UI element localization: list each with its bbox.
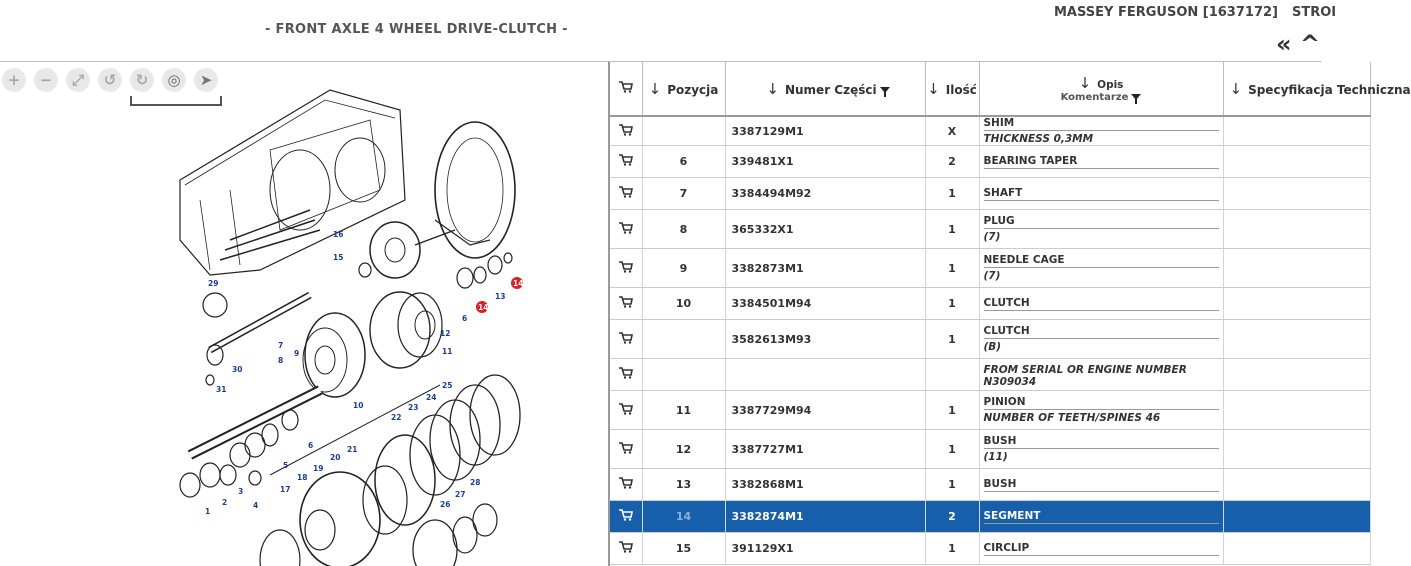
qty-cell: 1 xyxy=(925,320,979,359)
add-to-cart-cell[interactable] xyxy=(610,178,642,210)
description-cell xyxy=(979,146,1223,178)
qty-cell: 1 xyxy=(925,249,979,288)
position-cell: 15 xyxy=(642,533,725,565)
parts-table xyxy=(610,62,1411,565)
description-cell xyxy=(979,359,1223,391)
part-number-cell[interactable]: 3387729M94 xyxy=(725,391,925,430)
page-title: - FRONT AXLE 4 WHEEL DRIVE-CLUTCH - xyxy=(265,22,568,37)
position-cell: 14 xyxy=(642,501,725,533)
spec-cell xyxy=(1223,533,1370,565)
zoom-in-icon[interactable]: + xyxy=(2,68,26,92)
callout-18[interactable]: 18 xyxy=(297,473,308,482)
part-number-cell[interactable]: 391129X1 xyxy=(725,533,925,565)
description-text: BUSH xyxy=(984,478,1219,492)
position-cell: 13 xyxy=(642,469,725,501)
description-text: SHIM xyxy=(984,117,1219,131)
callout-19[interactable]: 19 xyxy=(313,464,324,473)
position-cell: 8 xyxy=(642,210,725,249)
description-cell xyxy=(979,469,1223,501)
position-cell: 10 xyxy=(642,288,725,320)
cart-icon[interactable] xyxy=(619,222,633,234)
cart-icon[interactable] xyxy=(619,477,633,489)
callout-29[interactable]: 29 xyxy=(208,279,219,288)
add-to-cart-cell[interactable] xyxy=(610,430,642,469)
callout-25[interactable]: 25 xyxy=(442,381,453,390)
callout-8[interactable]: 8 xyxy=(278,356,284,365)
qty-cell: 1 xyxy=(925,288,979,320)
zoom-out-icon[interactable]: − xyxy=(34,68,58,92)
spec-cell xyxy=(1223,210,1370,249)
comment-text: FROM SERIAL OR ENGINE NUMBER N309034 xyxy=(983,363,1187,388)
cart-icon[interactable] xyxy=(619,186,633,198)
spec-cell xyxy=(1223,178,1370,210)
callout-11[interactable]: 11 xyxy=(442,347,453,356)
qty-cell: 2 xyxy=(925,501,979,533)
comment-text: (7) xyxy=(983,231,1001,243)
position-cell xyxy=(642,320,725,359)
cart-column-header[interactable] xyxy=(610,62,642,116)
callout-30[interactable]: 30 xyxy=(232,365,243,374)
description-text: PLUG xyxy=(984,215,1219,229)
position-cell: 6 xyxy=(642,146,725,178)
callout-4[interactable]: 4 xyxy=(253,501,259,510)
callout-7[interactable]: 7 xyxy=(278,341,284,350)
add-to-cart-cell[interactable] xyxy=(610,469,642,501)
add-to-cart-cell[interactable] xyxy=(610,116,642,146)
position-cell xyxy=(642,359,725,391)
qty-cell xyxy=(925,359,979,391)
add-to-cart-cell[interactable] xyxy=(610,210,642,249)
description-text: SEGMENT xyxy=(984,510,1219,524)
spec-cell xyxy=(1223,501,1370,533)
description-text: CLUTCH xyxy=(984,297,1219,311)
description-cell xyxy=(979,533,1223,565)
table-row[interactable] xyxy=(610,288,1370,320)
table-row[interactable] xyxy=(610,116,1370,146)
position-cell: 11 xyxy=(642,391,725,430)
callout-22[interactable]: 22 xyxy=(391,413,402,422)
spec-cell xyxy=(1223,469,1370,501)
table-row[interactable] xyxy=(610,359,1370,391)
up-chevron-icon[interactable]: ^ xyxy=(1299,30,1320,58)
table-row[interactable] xyxy=(610,469,1370,501)
qty-cell: 1 xyxy=(925,533,979,565)
table-row[interactable] xyxy=(610,178,1370,210)
callout-27[interactable]: 27 xyxy=(455,490,466,499)
callout-17[interactable]: 17 xyxy=(280,485,291,494)
sort-down-icon: ↓ xyxy=(648,79,662,98)
table-header-row xyxy=(610,62,1370,116)
description-text: NEEDLE CAGE xyxy=(984,254,1219,268)
description-text: BEARING TAPER xyxy=(984,155,1219,169)
cart-icon[interactable] xyxy=(619,332,633,344)
table-row[interactable] xyxy=(610,249,1370,288)
cart-icon[interactable] xyxy=(619,367,633,379)
qty-cell: X xyxy=(925,116,979,146)
callout-20[interactable]: 20 xyxy=(330,453,341,462)
description-cell xyxy=(979,391,1223,430)
spec-cell xyxy=(1223,116,1370,146)
qty-column-header[interactable]: ↓ Ilość xyxy=(925,62,979,116)
spec-cell xyxy=(1223,430,1370,469)
cart-icon[interactable] xyxy=(619,296,633,308)
spec-cell xyxy=(1223,249,1370,288)
part-number-cell[interactable] xyxy=(725,359,925,391)
add-to-cart-cell[interactable] xyxy=(610,391,642,430)
qty-cell: 1 xyxy=(925,391,979,430)
spec-cell xyxy=(1223,359,1370,391)
callout-10[interactable]: 10 xyxy=(353,401,364,410)
callout-6-upper[interactable]: 6 xyxy=(462,314,468,323)
sort-down-icon: ↓ xyxy=(766,79,779,98)
rotate-right-icon[interactable]: ↻ xyxy=(130,68,154,92)
table-row[interactable] xyxy=(610,501,1370,533)
callout-26[interactable]: 26 xyxy=(440,500,451,509)
truncated-label: STROI xyxy=(1291,5,1337,20)
description-cell xyxy=(979,178,1223,210)
part-number-column-header[interactable]: ↓ Numer Części xyxy=(725,62,925,116)
callout-15[interactable]: 15 xyxy=(333,253,344,262)
description-cell xyxy=(979,288,1223,320)
part-number-cell[interactable]: 3384501M94 xyxy=(725,288,925,320)
callout-1[interactable]: 1 xyxy=(205,507,211,516)
description-cell xyxy=(979,210,1223,249)
description-text: BUSH xyxy=(984,435,1219,449)
part-number-cell[interactable]: 339481X1 xyxy=(725,146,925,178)
callout-12[interactable]: 12 xyxy=(440,329,451,338)
part-number-cell[interactable]: 3382874M1 xyxy=(725,501,925,533)
description-cell xyxy=(979,249,1223,288)
brand-label: MASSEY FERGUSON [1637172] xyxy=(1054,5,1278,20)
spec-cell xyxy=(1223,288,1370,320)
nav-controls xyxy=(1276,30,1320,58)
description-column-header[interactable]: ↓ Opis Komentarze xyxy=(979,62,1223,116)
comment-text: THICKNESS 0,3MM xyxy=(983,133,1094,145)
callout-31[interactable]: 31 xyxy=(216,385,227,394)
add-to-cart-cell[interactable] xyxy=(610,320,642,359)
back-double-chevron-icon[interactable]: « xyxy=(1276,30,1292,58)
callout-28[interactable]: 28 xyxy=(470,478,481,487)
part-number-cell[interactable]: 3384494M92 xyxy=(725,178,925,210)
cart-icon xyxy=(619,81,633,93)
callout-21[interactable]: 21 xyxy=(347,445,358,454)
part-number-cell[interactable]: 3382868M1 xyxy=(725,469,925,501)
spec-cell xyxy=(1223,391,1370,430)
qty-cell: 1 xyxy=(925,178,979,210)
description-text: CLUTCH xyxy=(984,325,1219,339)
cart-icon[interactable] xyxy=(619,541,633,553)
part-number-cell[interactable]: 3582613M93 xyxy=(725,320,925,359)
comment-text: (B) xyxy=(983,341,1002,353)
brand-header xyxy=(1054,5,1350,20)
cart-icon[interactable] xyxy=(619,124,633,136)
description-cell xyxy=(979,320,1223,359)
add-to-cart-cell[interactable] xyxy=(610,288,642,320)
callout-16[interactable]: 16 xyxy=(333,230,344,239)
description-text: CIRCLIP xyxy=(984,542,1219,556)
description-cell xyxy=(979,430,1223,469)
table-row[interactable] xyxy=(610,533,1370,565)
filter-icon[interactable] xyxy=(1131,94,1141,100)
target-icon[interactable]: ◎ xyxy=(162,68,186,92)
callout-5[interactable]: 5 xyxy=(283,461,289,470)
part-number-cell[interactable]: 3387727M1 xyxy=(725,430,925,469)
callout-9[interactable]: 9 xyxy=(294,349,300,358)
comment-text: (11) xyxy=(983,451,1008,463)
callout-23[interactable]: 23 xyxy=(408,403,419,412)
cart-icon[interactable] xyxy=(619,261,633,273)
spec-column-header[interactable]: ↓ Specyfikacja Techniczna xyxy=(1223,62,1370,116)
position-cell xyxy=(642,116,725,146)
callout-24[interactable]: 24 xyxy=(426,393,437,402)
part-number-cell[interactable]: 3387129M1 xyxy=(725,116,925,146)
callout-3[interactable]: 3 xyxy=(238,487,244,496)
comment-text: (7) xyxy=(983,270,1001,282)
table-row[interactable] xyxy=(610,210,1370,249)
add-to-cart-cell[interactable] xyxy=(610,359,642,391)
callout-14-secondary[interactable]: 14 xyxy=(478,303,489,312)
spec-cell xyxy=(1223,320,1370,359)
position-column-header[interactable]: ↓ Pozycja xyxy=(642,62,725,116)
filter-icon[interactable] xyxy=(880,87,890,93)
pointer-icon[interactable]: ➤ xyxy=(194,68,218,92)
sort-down-icon: ↓ xyxy=(1229,79,1243,98)
position-cell: 7 xyxy=(642,178,725,210)
table-row[interactable] xyxy=(610,146,1370,178)
qty-cell: 1 xyxy=(925,469,979,501)
callout-2[interactable]: 2 xyxy=(222,498,228,507)
fit-screen-icon[interactable]: ⤢ xyxy=(66,68,90,92)
table-row[interactable] xyxy=(610,430,1370,469)
callout-6-lower[interactable]: 6 xyxy=(308,441,314,450)
add-to-cart-cell[interactable] xyxy=(610,146,642,178)
add-to-cart-cell[interactable] xyxy=(610,533,642,565)
parts-table-container[interactable] xyxy=(610,62,1411,566)
sort-down-icon: ↓ xyxy=(927,79,940,98)
position-cell: 9 xyxy=(642,249,725,288)
sort-down-icon: ↓ xyxy=(1078,74,1092,92)
part-number-cell[interactable]: 3382873M1 xyxy=(725,249,925,288)
callout-13[interactable]: 13 xyxy=(495,292,506,301)
rotate-left-icon[interactable]: ↺ xyxy=(98,68,122,92)
exploded-parts-diagram[interactable] xyxy=(170,80,560,566)
qty-cell: 1 xyxy=(925,430,979,469)
cart-icon[interactable] xyxy=(619,403,633,415)
description-text: SHAFT xyxy=(984,187,1219,201)
description-cell xyxy=(979,501,1223,533)
cart-icon[interactable] xyxy=(619,442,633,454)
table-row[interactable] xyxy=(610,391,1370,430)
table-row[interactable] xyxy=(610,320,1370,359)
add-to-cart-cell[interactable] xyxy=(610,249,642,288)
description-text: PINION xyxy=(984,396,1219,410)
part-number-cell[interactable]: 365332X1 xyxy=(725,210,925,249)
add-to-cart-cell[interactable] xyxy=(610,501,642,533)
spec-cell xyxy=(1223,146,1370,178)
description-cell xyxy=(979,116,1223,146)
position-cell: 12 xyxy=(642,430,725,469)
cart-icon[interactable] xyxy=(619,154,633,166)
comment-text: NUMBER OF TEETH/SPINES 46 xyxy=(983,412,1161,424)
qty-cell: 1 xyxy=(925,210,979,249)
qty-cell: 2 xyxy=(925,146,979,178)
callout-14[interactable]: 14 xyxy=(513,279,524,288)
cart-icon[interactable] xyxy=(619,509,633,521)
